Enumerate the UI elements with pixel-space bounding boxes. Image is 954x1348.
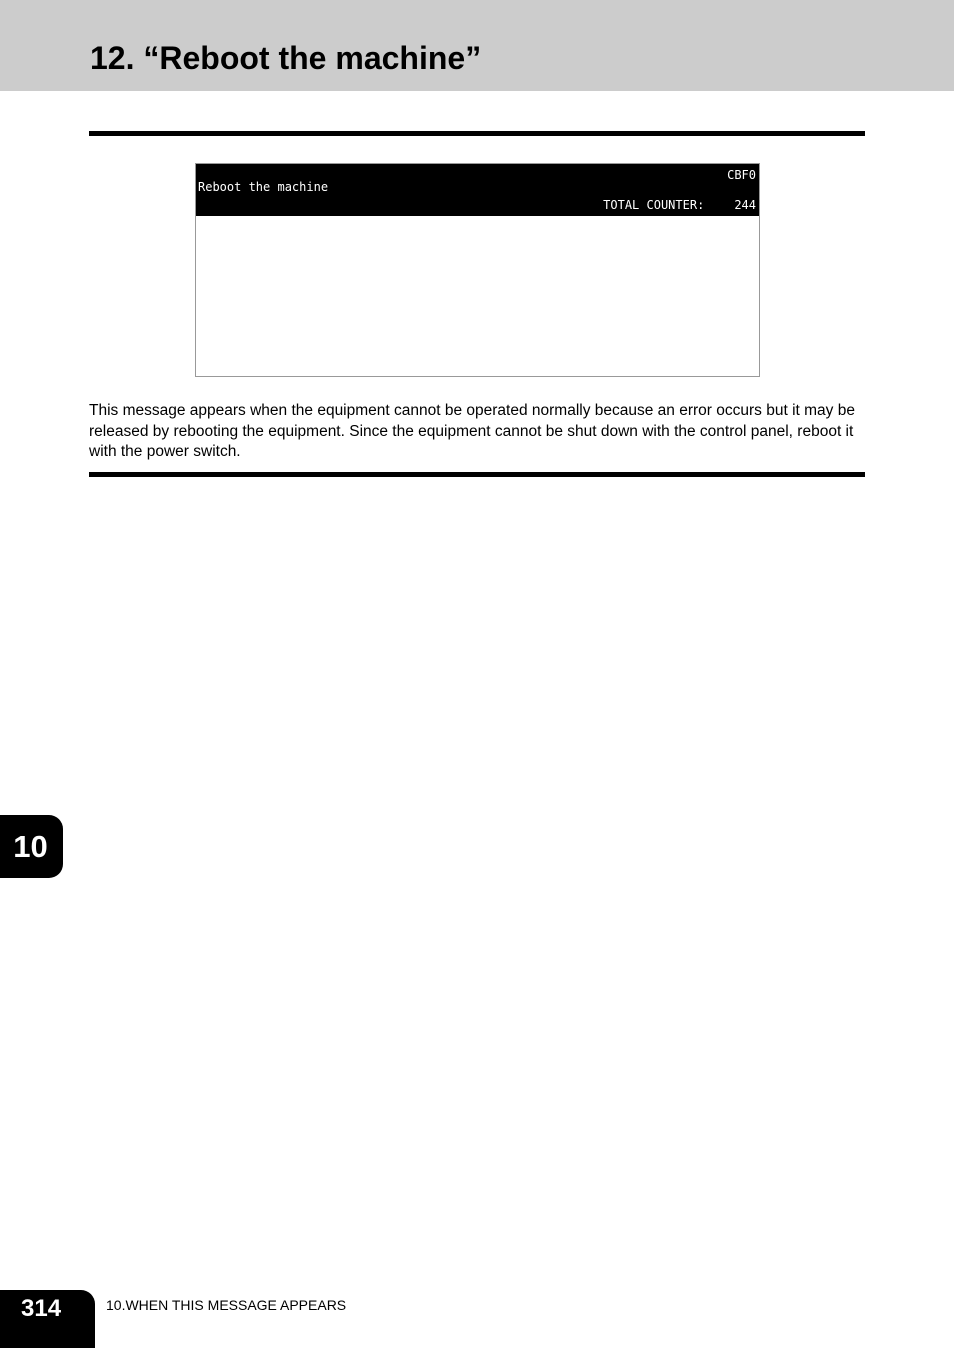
page-title: 12. “Reboot the machine” [90, 40, 482, 76]
page-number-tab [0, 1290, 95, 1348]
total-counter [603, 198, 756, 212]
screen-message-bar [196, 164, 759, 216]
screen-message: Reboot the machine [198, 180, 329, 194]
chapter-tab: 10 [0, 815, 63, 878]
total-counter-label: TOTAL COUNTER: [603, 198, 705, 212]
footer-section-title: 10.WHEN THIS MESSAGE APPEARS [106, 1297, 347, 1313]
top-rule [89, 131, 865, 136]
error-code: CBF0 [727, 168, 756, 182]
bottom-rule [89, 472, 865, 477]
description-paragraph: This message appears when the equipment cannot be operated normally because an error occurs but it may be released by rebooting the equipment. Since the equipment cannot be shut down with the control panel, reboot it with the power switch. [89, 402, 855, 460]
control-panel-screen [195, 163, 760, 377]
total-counter-value: 244 [734, 198, 756, 212]
page-number: 314 [21, 1295, 62, 1322]
